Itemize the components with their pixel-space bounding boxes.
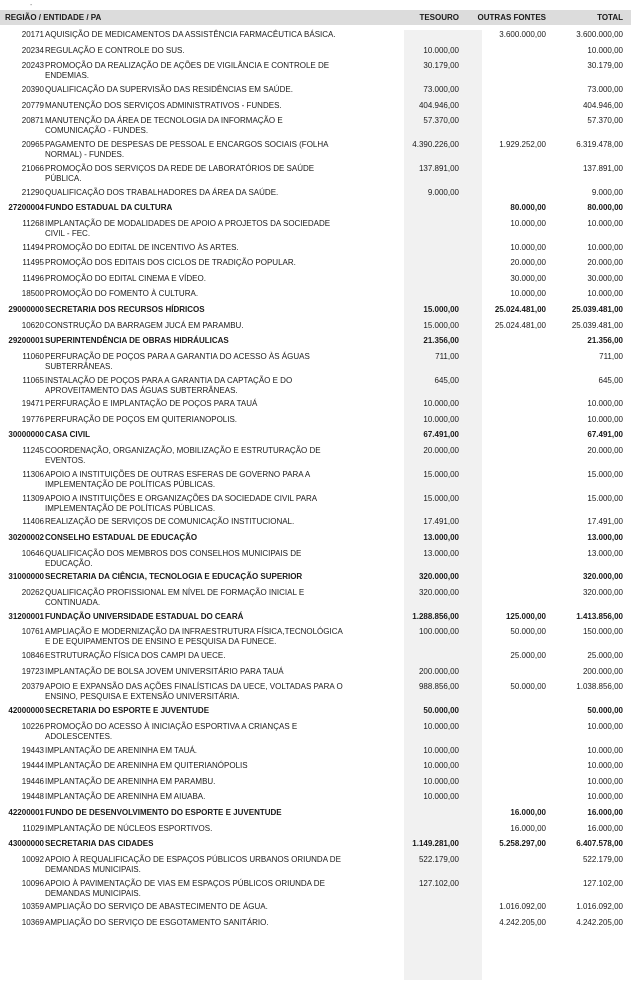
row-tesouro: 50.000,00	[423, 706, 459, 716]
row-code: 43000000	[8, 839, 44, 849]
row-tesouro: 4.390.226,00	[412, 139, 459, 149]
row-description: FUNDO ESTADUAL DA CULTURA	[45, 203, 173, 213]
row-description: PERFURAÇÃO E IMPLANTAÇÃO DE POÇOS PARA TAUÁ	[45, 399, 258, 409]
row-outras-fontes: 25.024.481,00	[494, 320, 546, 330]
row-total: 4.242.205,00	[576, 917, 623, 927]
row-description: AQUISIÇÃO DE MEDICAMENTOS DA ASSISTÊNCIA FARMACÊUTICA BÁSICA.	[45, 30, 336, 39]
row-total: 16.000,00	[587, 823, 623, 833]
row-tesouro: 10.000,00	[423, 399, 459, 409]
row-code: 10359	[21, 902, 44, 912]
row-outras-fontes: 1.929.252,00	[499, 139, 546, 149]
row-tesouro: 15.000,00	[423, 493, 459, 503]
row-code: 11406	[22, 517, 44, 527]
row-total: 404.946,00	[582, 100, 623, 110]
row-description: SECRETARIA DOS RECURSOS HÍDRICOS	[45, 304, 205, 314]
row-code: 42200001	[8, 807, 44, 817]
row-description: QUALIFICAÇÃO DOS MEMBROS DOS CONSELHOS MUNICIPAIS DE EDUCAÇÃO.	[45, 548, 302, 568]
table-row	[0, 30, 631, 46]
row-description: PROMOÇÃO DOS EDITAIS DOS CICLOS DE TRADIÇÃO POPULAR.	[45, 258, 296, 268]
row-code: 20234	[21, 45, 44, 55]
row-code: 10096	[21, 878, 44, 888]
table-row	[0, 517, 631, 533]
row-total: 1.016.092,00	[576, 902, 623, 912]
row-tesouro: 200.000,00	[418, 666, 459, 676]
budget-table-body	[0, 30, 631, 934]
row-total: 10.000,00	[587, 218, 623, 228]
row-total: 10.000,00	[587, 792, 623, 802]
row-description: PERFURAÇÃO DE POÇOS PARA A GARANTIA DO ACESSO ÀS ÁGUAS SUBTERRÂNEAS.	[45, 351, 310, 371]
row-outras-fontes: 1.016.092,00	[499, 902, 546, 912]
row-description: INSTALAÇÃO DE POÇOS PARA A GARANTIA DA CAPTAÇÃO E DO APROVEITAMENTO DAS ÁGUAS SUBTERRÂNEAS.	[45, 375, 293, 395]
entity-row	[0, 706, 631, 722]
row-code: 19471	[21, 399, 44, 409]
table-row	[0, 61, 631, 85]
row-total: 17.491,00	[587, 517, 623, 527]
row-description: APOIO E EXPANSÃO DAS AÇÕES FINALÍSTICAS DA UECE, VOLTADAS PARA O ENSINO, PESQUISA E EXTENSÃO UNIVERSITÁRIA.	[45, 682, 343, 702]
row-code: 19776	[21, 414, 44, 424]
row-description: PAGAMENTO DE DESPESAS DE PESSOAL E ENCARGOS SOCIAIS (FOLHA NORMAL) - FUNDES.	[45, 139, 329, 159]
row-description: PROMOÇÃO DO EDITAL CINEMA E VÍDEO.	[45, 273, 206, 283]
row-total: 10.000,00	[587, 242, 623, 252]
table-row	[0, 352, 631, 376]
table-row	[0, 258, 631, 274]
row-code: 20171	[21, 30, 44, 39]
row-description: REGULAÇÃO E CONTROLE DO SUS.	[45, 45, 185, 55]
row-tesouro: 10.000,00	[423, 792, 459, 802]
header-tesouro: TESOURO	[419, 13, 459, 22]
row-total: 3.600.000,00	[576, 30, 623, 39]
row-code: 31200001	[8, 611, 44, 621]
table-row	[0, 274, 631, 290]
row-code: 10369	[21, 917, 44, 927]
row-total: 1.038.856,00	[576, 682, 623, 692]
row-code: 30000000	[8, 430, 44, 440]
row-total: 320.000,00	[582, 572, 623, 582]
table-row	[0, 46, 631, 62]
row-outras-fontes: 10.000,00	[510, 289, 546, 299]
row-tesouro: 10.000,00	[423, 745, 459, 755]
row-code: 10646	[21, 548, 44, 558]
row-description: MANUTENÇÃO DOS SERVIÇOS ADMINISTRATIVOS - FUNDES.	[45, 100, 282, 110]
row-outras-fontes: 80.000,00	[510, 203, 546, 213]
row-code: 11245	[22, 446, 44, 456]
row-total: 1.413.856,00	[576, 611, 623, 621]
row-total: 13.000,00	[587, 548, 623, 558]
row-tesouro: 30.179,00	[423, 61, 459, 71]
row-description: AMPLIAÇÃO DO SERVIÇO DE ABASTECIMENTO DE ÁGUA.	[45, 902, 268, 912]
row-description: APOIO À REQUALIFICAÇÃO DE ESPAÇOS PÚBLICOS URBANOS ORIUNDA DE DEMANDAS MUNICIPAIS.	[45, 854, 341, 874]
row-description: APOIO À PAVIMENTAÇÃO DE VIAS EM ESPAÇOS PÚBLICOS ORIUNDA DE DEMANDAS MUNICIPAIS.	[45, 878, 325, 898]
table-row	[0, 243, 631, 259]
row-code: 29000000	[8, 304, 44, 314]
table-row	[0, 746, 631, 762]
table-row	[0, 627, 631, 651]
table-row	[0, 761, 631, 777]
table-row	[0, 918, 631, 934]
row-tesouro: 645,00	[434, 375, 459, 385]
row-code: 27200004	[8, 203, 44, 213]
row-total: 25.039.481,00	[571, 320, 623, 330]
row-description: IMPLANTAÇÃO DE MODALIDADES DE APOIO A PROJETOS DA SOCIEDADE CIVIL - FEC.	[45, 218, 331, 238]
row-description: IMPLANTAÇÃO DE NÚCLEOS ESPORTIVOS.	[45, 823, 213, 833]
row-description: IMPLANTAÇÃO DE ARENINHA EM AIUABA.	[45, 792, 206, 802]
row-tesouro: 73.000,00	[423, 84, 459, 94]
row-code: 20379	[21, 682, 44, 692]
row-code: 20243	[21, 61, 44, 71]
row-code: 10761	[21, 627, 44, 637]
row-description: APOIO A INSTITUIÇÕES E ORGANIZAÇÕES DA SOCIEDADE CIVIL PARA IMPLEMENTAÇÃO DE POLÍTICAS PÚBLICAS.	[45, 493, 317, 513]
entity-row	[0, 430, 631, 446]
row-tesouro: 15.000,00	[423, 469, 459, 479]
row-total: 320.000,00	[582, 588, 623, 598]
entity-row	[0, 808, 631, 824]
table-row	[0, 722, 631, 746]
row-code: 31000000	[8, 572, 44, 582]
row-total: 6.407.578,00	[576, 839, 623, 849]
row-total: 711,00	[599, 351, 623, 361]
table-row	[0, 777, 631, 793]
row-description: AMPLIAÇÃO E MODERNIZAÇÃO DA INFRAESTRUTURA FÍSICA,TECNOLÓGICA E DE EQUIPAMENTOS DE ENSINO E PESQUISA DA FUNECE.	[45, 627, 343, 647]
row-outras-fontes: 16.000,00	[510, 807, 546, 817]
row-description: QUALIFICAÇÃO DA SUPERVISÃO DAS RESIDÊNCIAS EM SAÚDE.	[45, 84, 293, 94]
row-description: SECRETARIA DAS CIDADES	[45, 839, 154, 849]
table-row	[0, 289, 631, 305]
table-row	[0, 588, 631, 612]
row-description: FUNDAÇÃO UNIVERSIDADE ESTADUAL DO CEARÁ	[45, 611, 244, 621]
row-total: 522.179,00	[582, 854, 623, 864]
row-code: 19443	[21, 745, 44, 755]
row-description: PROMOÇÃO DO EDITAL DE INCENTIVO ÀS ARTES.	[45, 242, 239, 252]
row-code: 20965	[21, 139, 44, 149]
row-code: 11309	[22, 493, 44, 503]
row-code: 29200001	[8, 336, 44, 346]
row-code: 11494	[22, 242, 44, 252]
table-row	[0, 667, 631, 683]
row-description: CASA CIVIL	[45, 430, 91, 440]
row-tesouro: 404.946,00	[418, 100, 459, 110]
header-total: TOTAL	[597, 13, 623, 22]
row-tesouro: 17.491,00	[423, 517, 459, 527]
row-tesouro: 57.370,00	[423, 116, 459, 126]
row-total: 10.000,00	[587, 45, 623, 55]
row-outras-fontes: 16.000,00	[510, 823, 546, 833]
row-code: 19448	[21, 792, 44, 802]
row-tesouro: 127.102,00	[418, 878, 459, 888]
table-row	[0, 792, 631, 808]
row-total: 20.000,00	[587, 446, 623, 456]
row-tesouro: 10.000,00	[423, 45, 459, 55]
row-total: 15.000,00	[587, 469, 623, 479]
row-total: 137.891,00	[582, 163, 623, 173]
row-total: 16.000,00	[587, 807, 623, 817]
row-total: 10.000,00	[587, 414, 623, 424]
row-total: 6.319.478,00	[576, 139, 623, 149]
page-mark: -	[30, 2, 33, 9]
row-code: 20871	[21, 116, 44, 126]
table-row	[0, 470, 631, 494]
row-code: 11268	[22, 218, 44, 228]
table-row	[0, 164, 631, 188]
row-outras-fontes: 50.000,00	[510, 682, 546, 692]
entity-row	[0, 839, 631, 855]
entity-row	[0, 305, 631, 321]
row-tesouro: 67.491,00	[423, 430, 459, 440]
table-row	[0, 855, 631, 879]
row-code: 21066	[21, 163, 44, 173]
row-tesouro: 522.179,00	[418, 854, 459, 864]
row-description: IMPLANTAÇÃO DE ARENINHA EM QUITERIANÓPOLIS	[45, 761, 248, 771]
row-total: 67.491,00	[587, 430, 623, 440]
row-tesouro: 1.149.281,00	[412, 839, 459, 849]
row-total: 10.000,00	[587, 745, 623, 755]
row-outras-fontes: 125.000,00	[505, 611, 546, 621]
entity-row	[0, 612, 631, 628]
row-total: 30.179,00	[587, 61, 623, 71]
row-total: 10.000,00	[587, 289, 623, 299]
row-code: 30200002	[8, 533, 44, 543]
row-description: PROMOÇÃO DA REALIZAÇÃO DE AÇÕES DE VIGILÂNCIA E CONTROLE DE ENDEMIAS.	[45, 61, 330, 81]
row-tesouro: 10.000,00	[423, 776, 459, 786]
row-code: 18500	[21, 289, 44, 299]
row-outras-fontes: 3.600.000,00	[499, 30, 546, 39]
row-tesouro: 21.356,00	[423, 336, 459, 346]
row-tesouro: 15.000,00	[423, 304, 459, 314]
row-description: IMPLANTAÇÃO DE ARENINHA EM TAUÁ.	[45, 745, 198, 755]
row-code: 19446	[21, 776, 44, 786]
row-tesouro: 15.000,00	[423, 320, 459, 330]
row-code: 20390	[21, 84, 44, 94]
header-outras-fontes: OUTRAS FONTES	[477, 13, 546, 22]
table-row	[0, 902, 631, 918]
row-total: 25.000,00	[587, 651, 623, 661]
row-description: ESTRUTURAÇÃO FÍSICA DOS CAMPI DA UECE.	[45, 651, 226, 661]
row-outras-fontes: 20.000,00	[510, 258, 546, 268]
row-total: 25.039.481,00	[571, 304, 623, 314]
row-description: PROMOÇÃO DO FOMENTO À CULTURA.	[45, 289, 199, 299]
table-row	[0, 219, 631, 243]
row-description: REALIZAÇÃO DE SERVIÇOS DE COMUNICAÇÃO INSTITUCIONAL.	[45, 517, 295, 527]
row-total: 73.000,00	[587, 84, 623, 94]
row-description: PROMOÇÃO DO ACESSO À INICIAÇÃO ESPORTIVA A CRIANÇAS E ADOLESCENTES.	[45, 721, 298, 741]
row-total: 645,00	[598, 375, 623, 385]
row-description: SECRETARIA DA CIÊNCIA, TECNOLOGIA E EDUCAÇÃO SUPERIOR	[45, 572, 303, 582]
row-description: IMPLANTAÇÃO DE ARENINHA EM PARAMBU.	[45, 776, 216, 786]
table-row	[0, 879, 631, 903]
row-total: 13.000,00	[587, 533, 623, 543]
row-outras-fontes: 5.258.297,00	[499, 839, 546, 849]
row-tesouro: 9.000,00	[427, 187, 459, 197]
row-tesouro: 13.000,00	[423, 548, 459, 558]
row-description: MANUTENÇÃO DA ÁREA DE TECNOLOGIA DA INFORMAÇÃO E COMUNICAÇÃO - FUNDES.	[45, 116, 283, 136]
table-row	[0, 446, 631, 470]
entity-row	[0, 203, 631, 219]
row-code: 11060	[22, 351, 44, 361]
table-row	[0, 824, 631, 840]
row-total: 200.000,00	[582, 666, 623, 676]
entity-row	[0, 572, 631, 588]
row-code: 10846	[21, 651, 44, 661]
row-total: 21.356,00	[587, 336, 623, 346]
entity-row	[0, 533, 631, 549]
row-tesouro: 10.000,00	[423, 721, 459, 731]
table-row	[0, 376, 631, 400]
row-code: 20779	[21, 100, 44, 110]
table-row	[0, 321, 631, 337]
row-total: 10.000,00	[587, 776, 623, 786]
row-description: IMPLANTAÇÃO DE BOLSA JOVEM UNIVERSITÁRIO PARA TAUÁ	[45, 666, 284, 676]
row-total: 127.102,00	[582, 878, 623, 888]
row-outras-fontes: 4.242.205,00	[499, 917, 546, 927]
row-total: 57.370,00	[587, 116, 623, 126]
row-total: 10.000,00	[587, 721, 623, 731]
table-row	[0, 399, 631, 415]
row-tesouro: 137.891,00	[418, 163, 459, 173]
row-code: 11029	[22, 823, 44, 833]
row-code: 19723	[21, 666, 44, 676]
row-code: 21290	[21, 187, 44, 197]
row-total: 15.000,00	[587, 493, 623, 503]
table-header	[0, 10, 631, 25]
row-total: 30.000,00	[587, 273, 623, 283]
table-row	[0, 85, 631, 101]
row-outras-fontes: 30.000,00	[510, 273, 546, 283]
row-description: SECRETARIA DO ESPORTE E JUVENTUDE	[45, 706, 210, 716]
row-tesouro: 100.000,00	[418, 627, 459, 637]
row-tesouro: 320.000,00	[418, 588, 459, 598]
table-row	[0, 116, 631, 140]
row-code: 10620	[21, 320, 44, 330]
table-row	[0, 682, 631, 706]
row-total: 9.000,00	[591, 187, 623, 197]
row-total: 150.000,00	[582, 627, 623, 637]
row-total: 10.000,00	[587, 761, 623, 771]
row-total: 10.000,00	[587, 399, 623, 409]
row-outras-fontes: 10.000,00	[510, 218, 546, 228]
table-row	[0, 549, 631, 573]
table-row	[0, 415, 631, 431]
row-description: APOIO A INSTITUIÇÕES DE OUTRAS ESFERAS DE GOVERNO PARA A IMPLEMENTAÇÃO DE POLÍTICAS PÚBLICAS.	[45, 469, 310, 489]
row-code: 10092	[21, 854, 44, 864]
row-code: 11065	[22, 375, 44, 385]
row-code: 11306	[22, 469, 44, 479]
row-total: 20.000,00	[587, 258, 623, 268]
row-tesouro: 1.288.856,00	[412, 611, 459, 621]
table-row	[0, 140, 631, 164]
table-row	[0, 651, 631, 667]
row-outras-fontes: 10.000,00	[510, 242, 546, 252]
row-outras-fontes: 25.000,00	[510, 651, 546, 661]
row-total: 50.000,00	[587, 706, 623, 716]
row-code: 19444	[21, 761, 44, 771]
header-regiao: REGIÃO / ENTIDADE / PA	[5, 13, 102, 22]
row-description: PERFURAÇÃO DE POÇOS EM QUITERIANOPOLIS.	[45, 414, 238, 424]
row-tesouro: 320.000,00	[418, 572, 459, 582]
row-tesouro: 711,00	[435, 351, 459, 361]
row-description: FUNDO DE DESENVOLVIMENTO DO ESPORTE E JUVENTUDE	[45, 807, 282, 817]
row-total: 80.000,00	[587, 203, 623, 213]
row-tesouro: 10.000,00	[423, 761, 459, 771]
row-description: SUPERINTENDÊNCIA DE OBRAS HIDRÁULICAS	[45, 336, 229, 346]
row-code: 10226	[21, 721, 44, 731]
row-description: CONSELHO ESTADUAL DE EDUCAÇÃO	[45, 533, 198, 543]
row-code: 42000000	[8, 706, 44, 716]
row-outras-fontes: 50.000,00	[510, 627, 546, 637]
row-code: 11495	[22, 258, 44, 268]
row-description: AMPLIAÇÃO DO SERVIÇO DE ESGOTAMENTO SANITÁRIO.	[45, 917, 269, 927]
table-row	[0, 188, 631, 204]
entity-row	[0, 336, 631, 352]
row-tesouro: 13.000,00	[423, 533, 459, 543]
row-description: CONSTRUÇÃO DA BARRAGEM JUCÁ EM PARAMBU.	[45, 320, 244, 330]
row-description: COORDENAÇÃO, ORGANIZAÇÃO, MOBILIZAÇÃO E ESTRUTURAÇÃO DE EVENTOS.	[45, 446, 321, 466]
row-code: 11496	[22, 273, 44, 283]
row-tesouro: 988.856,00	[418, 682, 459, 692]
row-tesouro: 20.000,00	[423, 446, 459, 456]
row-outras-fontes: 25.024.481,00	[494, 304, 546, 314]
row-description: QUALIFICAÇÃO PROFISSIONAL EM NÍVEL DE FORMAÇÃO INICIAL E CONTINUADA.	[45, 588, 305, 608]
table-row	[0, 494, 631, 518]
row-description: PROMOÇÃO DOS SERVIÇOS DA REDE DE LABORATÓRIOS DE SAÚDE PÚBLICA.	[45, 163, 315, 183]
row-description: QUALIFICAÇÃO DOS TRABALHADORES DA ÁREA DA SAÚDE.	[45, 187, 279, 197]
table-row	[0, 101, 631, 117]
row-code: 20262	[21, 588, 44, 598]
row-tesouro: 10.000,00	[423, 414, 459, 424]
